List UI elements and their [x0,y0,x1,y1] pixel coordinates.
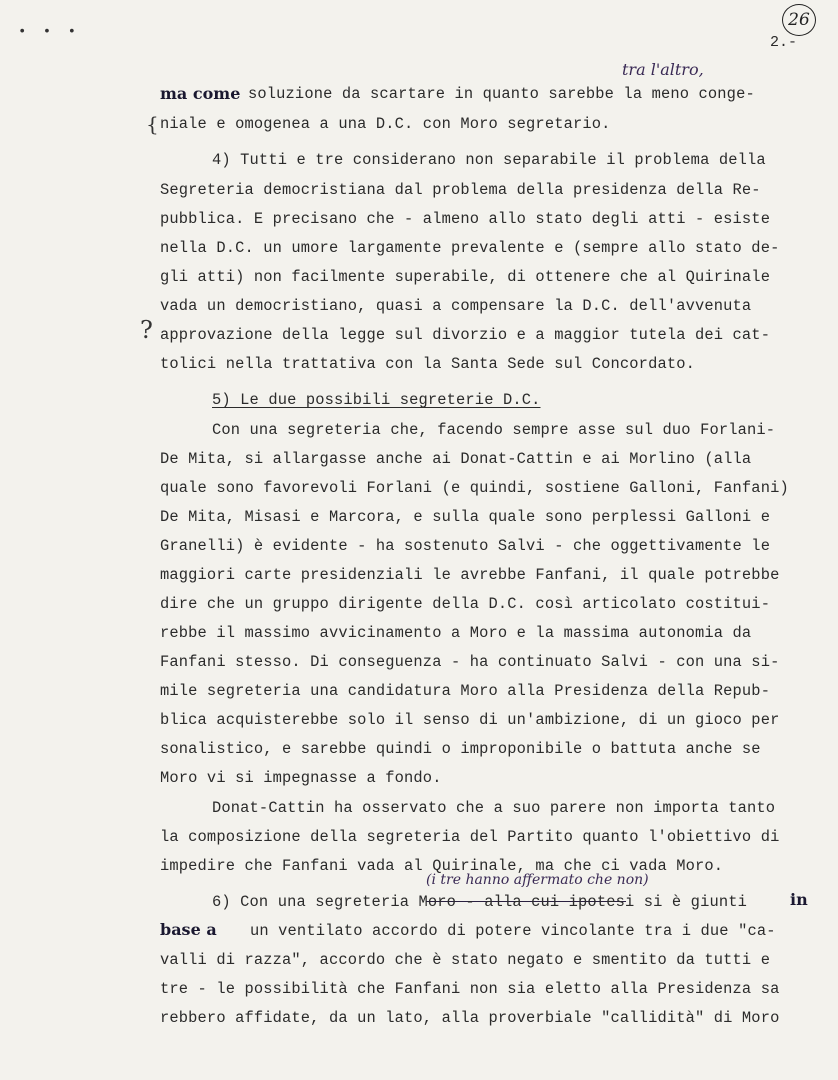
page-number: 2.- [770,34,798,51]
text-line: tolici nella trattativa con la Santa Sede sul Concordato. [160,355,695,373]
text-line: pubblica. E precisano che - almeno allo stato degli atti - esiste [160,210,771,228]
handwritten-insertion: (i tre hanno affermato che non) [426,872,649,888]
text-line: Donat-Cattin ha osservato che a suo parere non importa tanto [212,799,776,817]
text-line: valli di razza", accordo che è stato negato e smentito da tutti e [160,951,771,969]
paragraph-heading: 6) Con una segreteria Moro - alla cui ipotesi si è giunti [212,893,747,911]
text-line: un ventilato accordo di potere vincolante tra i due "ca- [250,922,776,940]
text-line: De Mita, Misasi e Marcora, e sulla quale sono perplessi Galloni e [160,508,771,526]
text-line: Segreteria democristiana dal problema della presidenza della Re- [160,181,761,199]
text-line: De Mita, si allargasse anche ai Donat-Cattin e ai Morlino (alla [160,450,752,468]
text-line: Fanfani stesso. Di conseguenza - ha continuato Salvi - con una si- [160,653,780,671]
folio-number: 26 [782,4,816,36]
text-line: la composizione della segreteria del Partito quanto l'obiettivo di [160,828,780,846]
text-line: approvazione della legge sul divorzio e a maggior tutela dei cat- [160,326,771,344]
corner-marks: • • • [18,24,81,40]
text-line: niale e omogenea a una D.C. con Moro segretario. [160,115,611,133]
handwritten-insertion: base a [160,920,217,939]
handwritten-insertion: in [790,890,808,909]
margin-brace: { [146,112,159,136]
handwritten-insertion: tra l'altro, [622,60,704,79]
text-line: gli atti) non facilmente superabile, di ottenere che al Quirinale [160,268,771,286]
section-heading: 5) Le due possibili segreterie D.C. [212,391,541,409]
text-line: vada un democristiano, quasi a compensare la D.C. dell'avvenuta [160,297,752,315]
text-line: tre - le possibilità che Fanfani non sia eletto alla Presidenza sa [160,980,780,998]
text-line: impedire che Fanfani vada al Quirinale, ma che ci vada Moro. [160,857,724,875]
text-line: Con una segreteria che, facendo sempre asse sul duo Forlani- [212,421,776,439]
paragraph-heading: 4) Tutti e tre considerano non separabile il problema della [212,151,766,169]
overwritten-text: ma come [160,84,241,103]
text-line: sonalistico, e sarebbe quindi o improponibile o battuta anche se [160,740,761,758]
text-line: soluzione da scartare in quanto sarebbe la meno conge- [248,85,755,103]
text-line: nella D.C. un umore largamente prevalente e (sempre allo stato de- [160,239,780,257]
text-line: rebbe il massimo avvicinamento a Moro e la massima autonomia da [160,624,752,642]
text-line: rebbero affidate, da un lato, alla proverbiale "callidità" di Moro [160,1009,780,1027]
text-line: maggiori carte presidenziali le avrebbe Fanfani, il quale potrebbe [160,566,780,584]
text-line: Granelli) è evidente - ha sostenuto Salvi - che oggettivamente le [160,537,771,555]
text-line: blica acquisterebbe solo il senso di un'ambizione, di un gioco per [160,711,780,729]
text-line: quale sono favorevoli Forlani (e quindi, sostiene Galloni, Fanfani) [160,479,789,497]
text-line: Moro vi si impegnasse a fondo. [160,769,442,787]
margin-question-mark: ? [140,316,153,344]
text-line: dire che un gruppo dirigente della D.C. così articolato costitui- [160,595,771,613]
text-line: mile segreteria una candidatura Moro alla Presidenza della Repub- [160,682,771,700]
